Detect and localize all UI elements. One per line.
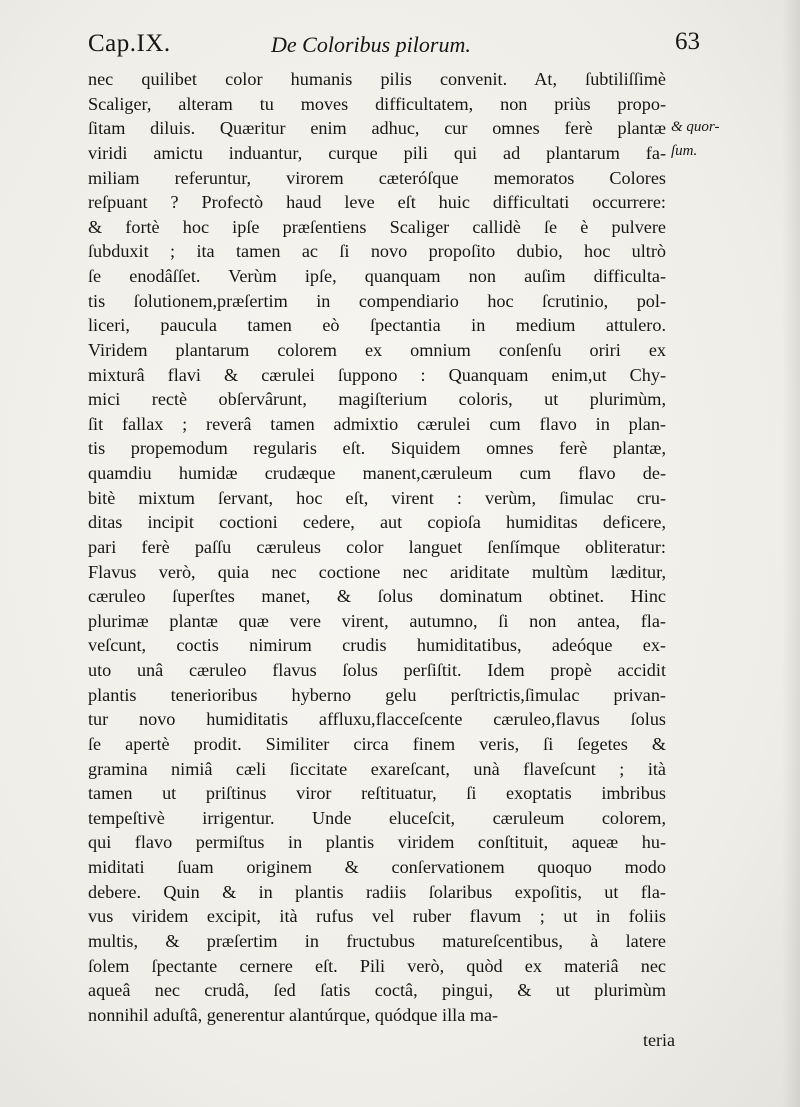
text-line: debere. Quin & in plantis radiis ſolaribus expoſitis, ut fla- bbox=[88, 881, 666, 902]
text-line: vus viridem excipit, ità rufus vel ruber flavum ; ut in foliis bbox=[88, 906, 666, 927]
show-through-bleed-bottom bbox=[110, 1018, 190, 1038]
text-line: liceri, paucula tamen eò ſpectantia in medium attulero. bbox=[88, 315, 666, 336]
page-number: 63 bbox=[675, 28, 700, 55]
page-edge-shadow bbox=[782, 0, 800, 1107]
text-line: ſe enodâſſet. Verùm ipſe, quanquam non auſim difficulta- bbox=[88, 266, 666, 286]
text-line: nonnihil aduſtâ, generentur alantúrque, quódque illa ma- bbox=[88, 1004, 499, 1025]
text-line: pari ferè paſſu cæruleus color languet ſenſímque obliteratur: bbox=[88, 536, 666, 557]
text-line: ditas incipit coctioni cedere, aut copioſa humiditas deficere, bbox=[88, 512, 666, 533]
text-line: ſe apertè prodit. Similiter circa finem veris, ſi ſegetes & bbox=[88, 733, 666, 754]
text-line: miliam referuntur, virorem cæteróſque memoratos Colores bbox=[88, 167, 666, 188]
text-line: qui flavo permiſtus in plantis viridem conſtituit, aqueæ hu- bbox=[88, 832, 666, 853]
text-line: mici rectè obſervârunt, magiſterium coloris, ut plurimùm, bbox=[88, 389, 666, 410]
text-line: tur novo humiditatis affluxu,flacceſcente cæruleo,flavus ſolus bbox=[88, 709, 666, 730]
text-line: ſubduxit ; ita tamen ac ſi novo propoſito dubio, hoc ultrò bbox=[88, 241, 666, 262]
marginal-note-line: & quor- bbox=[671, 119, 720, 135]
text-line: uto unâ cæruleo flavus ſolus perſiſtit. Idem propè accidit bbox=[88, 660, 666, 680]
text-line: Flavus verò, quia nec coctione nec ariditate multùm læditur, bbox=[88, 561, 666, 582]
text-line: bitè mixtum ſervant, hoc eſt, virent : verùm, ſimulac cru- bbox=[88, 487, 666, 508]
text-line: veſcunt, coctis nimirum crudis humiditatibus, adeóque ex- bbox=[88, 635, 666, 656]
text-line: plantis tenerioribus hyberno gelu perſtrictis,ſimulac privan- bbox=[88, 684, 666, 705]
chapter-label: Cap.IX. bbox=[88, 30, 171, 57]
text-line: aqueâ nec crudâ, ſed ſatis coctâ, pingui, & ut plurimùm bbox=[88, 980, 666, 1001]
text-line: tis propemodum regularis eſt. Siquidem omnes ferè plantæ, bbox=[88, 438, 666, 459]
text-line: multis, & præſertim in fructubus matureſcentibus, à latere bbox=[88, 930, 666, 951]
text-line: quamdiu humidæ crudæque manent,cæruleum cum flavo de- bbox=[88, 463, 666, 483]
text-line: viridi amictu induantur, curque pili qui ad plantarum fa- bbox=[88, 142, 666, 163]
marginal-note bbox=[671, 115, 719, 163]
text-line: Viridem plantarum colorem ex omnium conſenſu oriri ex bbox=[88, 339, 666, 360]
text-line: cæruleo ſuperſtes manet, & ſolus dominatum obtinet. Hinc bbox=[88, 586, 666, 607]
text-line: plurimæ plantæ quæ vere virent, autumno, ſi non antea, fla- bbox=[88, 610, 666, 631]
text-line: gramina nimiâ cæli ſiccitate exareſcant, unà flaveſcunt ; ità bbox=[88, 758, 666, 779]
text-line: tempeſtivè irrigentur. Unde eluceſcit, cæruleum colorem, bbox=[88, 807, 666, 828]
text-line: ſitam diluis. Quæritur enim adhuc, cur omnes ferè plantæ bbox=[88, 118, 666, 139]
catchword: teria bbox=[643, 1030, 675, 1050]
text-line: nec quilibet color humanis pilis convenit. At, ſubtiliſſimè bbox=[88, 69, 666, 89]
page-header bbox=[88, 22, 700, 62]
text-line: ſolem ſpectante cernere eſt. Pili verò, quòd ex materiâ nec bbox=[88, 955, 666, 976]
text-line: mixturâ flavi & cærulei ſuppono : Quanquam enim,ut Chy- bbox=[88, 364, 666, 385]
running-title: De Coloribus pilorum. bbox=[271, 32, 471, 57]
text-line: tis ſolutionem,præſertim in compendiario hoc ſcrutinio, pol- bbox=[88, 290, 666, 311]
text-line: Scaliger, alteram tu moves difficultatem, non priùs propo- bbox=[88, 93, 666, 114]
text-line: & fortè hoc ipſe præſentiens Scaliger callidè ſe è pulvere bbox=[88, 216, 666, 237]
text-line: ſit fallax ; reverâ tamen admixtio cærulei cum flavo in plan- bbox=[88, 413, 666, 434]
text-line: reſpuant ? Profectò haud leve eſt huic difficultati occurrere: bbox=[88, 192, 666, 213]
text-line: tamen ut priſtinus viror reſtituatur, ſi exoptatis imbribus bbox=[88, 783, 666, 804]
text-line: miditati ſuam originem & conſervationem quoquo modo bbox=[88, 857, 666, 877]
body-text bbox=[88, 67, 666, 1027]
marginal-note-line: ſum. bbox=[671, 143, 698, 159]
